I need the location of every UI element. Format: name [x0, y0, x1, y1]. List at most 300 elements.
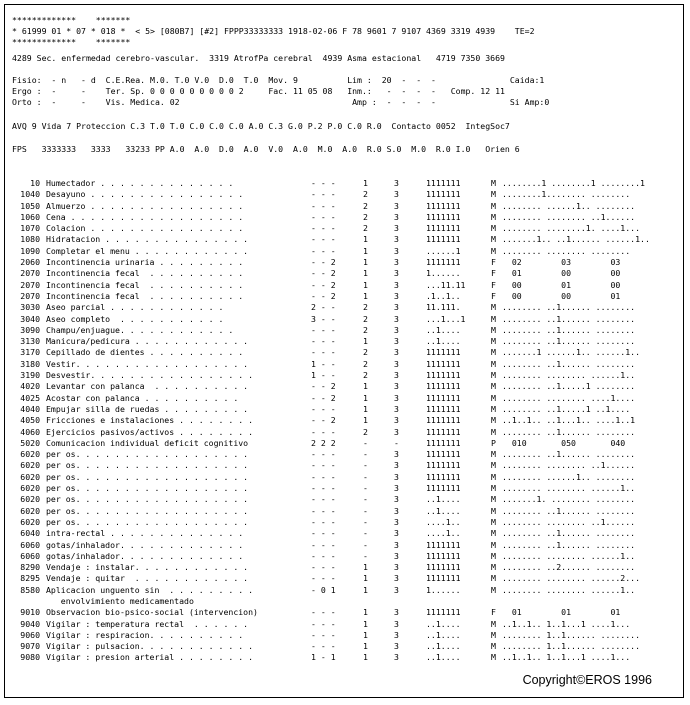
row-schedule: 010 050 040 — [502, 437, 626, 448]
row-schedule: ........ ..1.....1 ..1.... — [502, 403, 631, 414]
row-code: 4060 — [20, 426, 40, 437]
row-schedule: .......1 ......1.. ......1.. — [502, 347, 641, 358]
row-code: 4050 — [20, 415, 40, 426]
table-row — [10, 517, 676, 528]
row-type: M — [491, 178, 496, 188]
row-type: M — [491, 336, 496, 347]
table-row — [10, 619, 676, 630]
row-value-a: 2 — [363, 313, 368, 324]
row-flags: - - - — [311, 223, 336, 234]
row-weekday-bits: 1111111 — [426, 550, 461, 561]
row-flags: - - - — [311, 189, 336, 200]
row-value-a: 1 — [363, 652, 368, 663]
row-flags: - - - — [311, 449, 336, 460]
row-schedule: ........ ........ ......1.. — [502, 550, 636, 561]
row-value-b: 3 — [394, 234, 399, 245]
table-row — [10, 607, 676, 618]
document-frame — [4, 4, 684, 698]
row-description: per os. . . . . . . . . . . . . . . . . . — [46, 471, 249, 482]
row-value-b: 3 — [394, 290, 399, 301]
row-code: 1060 — [20, 211, 40, 222]
table-row — [10, 449, 676, 460]
row-value-b: 3 — [394, 505, 399, 516]
row-schedule: ........ ..1...... ........ — [502, 449, 636, 460]
row-flags: - - 2 — [311, 279, 336, 290]
table-row — [10, 562, 676, 573]
row-value-a: 1 — [363, 641, 368, 652]
row-description: per os. . . . . . . . . . . . . . . . . . — [46, 494, 249, 505]
row-value-a: 1 — [363, 268, 368, 279]
row-code: 6020 — [20, 505, 40, 516]
row-type: M — [491, 539, 496, 550]
row-schedule: ..1..1.. 1..1...1 ....1... — [502, 652, 631, 663]
row-schedule: ........1 ........1 ........1 — [502, 178, 645, 188]
row-code: 6020 — [20, 483, 40, 494]
row-value-b: 3 — [394, 426, 399, 437]
row-weekday-bits: 1...... — [426, 268, 461, 279]
row-value-a: 1 — [363, 584, 368, 595]
row-description: Levantar con palanca . . . . . . . . . . — [46, 381, 249, 392]
row-value-a: 1 — [363, 290, 368, 301]
table-row — [10, 280, 676, 291]
row-weekday-bits: .1..1.. — [426, 290, 461, 301]
row-value-a: 1 — [363, 234, 368, 245]
avq-line: AVQ 9 Vida 7 Proteccion C.3 T.0 T.0 C.0 C.0 C.0 A.0 C.3 G.0 P.2 P.0 C.0 R.0 Contacto 0052 IntegSoc7 — [12, 121, 510, 131]
row-weekday-bits: ....1.. — [426, 528, 461, 539]
row-value-a: - — [363, 483, 368, 494]
row-schedule: ........ ......1.. ........ — [502, 471, 636, 482]
row-description: Manicura/pedicura . . . . . . . . . . . . — [46, 336, 249, 347]
row-value-b: 3 — [394, 370, 399, 381]
row-schedule: .......1. ........ ........ — [502, 494, 636, 505]
row-description: Ejercicios pasivos/activos . . . . . . . . — [46, 426, 254, 437]
row-value-a: 1 — [363, 336, 368, 347]
row-value-a: 1 — [363, 245, 368, 256]
row-weekday-bits: ..1.... — [426, 494, 461, 505]
row-type: M — [491, 460, 496, 471]
row-weekday-bits: ..1.... — [426, 505, 461, 516]
row-schedule: ........ ........ ..1...... — [502, 460, 636, 471]
row-flags: - - - — [311, 200, 336, 211]
row-weekday-bits: 1...... — [426, 584, 461, 595]
row-weekday-bits: 1111111 — [426, 381, 461, 392]
row-flags: - - - — [311, 336, 336, 347]
row-type: M — [491, 381, 496, 392]
fps-line: FPS 3333333 3333 33233 PP A.0 A.0 D.0 A.0 V.0 A.0 M.0 A.0 R.0 S.0 M.0 R.0 I.0 Orien 6 — [12, 144, 520, 154]
table-row — [10, 573, 676, 584]
row-weekday-bits: 1111111 — [426, 189, 461, 200]
row-value-b: 3 — [394, 200, 399, 211]
table-row — [10, 551, 676, 562]
row-value-b: 3 — [394, 641, 399, 652]
row-schedule: ........ ..1...... ........ — [502, 313, 636, 324]
row-code: 2070 — [20, 290, 40, 301]
row-value-b: 3 — [394, 652, 399, 663]
table-row — [10, 540, 676, 551]
row-schedule: ..1..1.. ..1...1.. ....1..1 — [502, 415, 636, 426]
row-value-b: 3 — [394, 347, 399, 358]
row-value-b: 3 — [394, 550, 399, 561]
row-value-a: 2 — [363, 324, 368, 335]
row-weekday-bits: 1111111 — [426, 607, 461, 618]
row-value-b: 3 — [394, 584, 399, 595]
row-schedule: ........ ..1...... ........ — [502, 539, 636, 550]
row-type: M — [491, 234, 496, 245]
row-schedule: ........ ........ ......1.. — [502, 584, 636, 595]
row-value-b: 3 — [394, 268, 399, 279]
row-description: per os. . . . . . . . . . . . . . . . . . — [46, 505, 249, 516]
row-value-b: 3 — [394, 562, 399, 573]
row-schedule: ........ 1..1...... ........ — [502, 629, 641, 640]
row-weekday-bits: ..1.... — [426, 629, 461, 640]
row-weekday-bits: 1111111 — [426, 234, 461, 245]
row-code: 9060 — [20, 629, 40, 640]
row-value-b: 3 — [394, 358, 399, 369]
row-weekday-bits: 1111111 — [426, 562, 461, 573]
row-schedule: 01 01 01 — [502, 607, 621, 618]
row-schedule: ........ 1..1...... ........ — [502, 641, 641, 652]
row-description: Observacion bio-psico-social (intervencion) — [46, 607, 258, 618]
row-value-a: 1 — [363, 618, 368, 629]
row-code: 1040 — [20, 189, 40, 200]
row-flags: - - - — [311, 347, 336, 358]
table-row — [10, 460, 676, 471]
row-description: Cepillado de dientes . . . . . . . . . . — [46, 347, 244, 358]
table-row — [10, 325, 676, 336]
row-code: 6020 — [20, 494, 40, 505]
table-row — [10, 528, 676, 539]
row-flags: - 0 1 — [311, 584, 336, 595]
row-code: 2060 — [20, 257, 40, 268]
row-value-b: 3 — [394, 607, 399, 618]
table-row — [10, 630, 676, 641]
orto-line: Orto : - - Vis. Medica. 02 Amp : - - - - Si Amp:0 — [12, 97, 550, 107]
row-weekday-bits: 1111111 — [426, 415, 461, 426]
row-flags: - - - — [311, 618, 336, 629]
row-flags: - - - — [311, 426, 336, 437]
row-value-a: - — [363, 437, 368, 448]
row-schedule: ........ ........ ........ — [502, 245, 631, 256]
row-weekday-bits: ......1 — [426, 245, 461, 256]
row-type: M — [491, 505, 496, 516]
row-description: Champu/enjuague. . . . . . . . . . . . — [46, 324, 234, 335]
row-value-b: 3 — [394, 178, 399, 188]
table-row — [10, 393, 676, 404]
row-weekday-bits: ..1.... — [426, 324, 461, 335]
row-schedule: ........ ..1...... ........ — [502, 336, 636, 347]
row-type: M — [491, 370, 496, 381]
header-patient-line: * 61999 01 * 07 * 018 * < 5> [080B7] [#2] FPPP33333333 1918-02-06 F 78 9601 7 9107 4369 3319 4939 TE=2 — [12, 26, 535, 36]
row-flags: - - - — [311, 528, 336, 539]
row-value-b: 3 — [394, 403, 399, 414]
row-code: 8580 — [20, 584, 40, 595]
row-code: 2070 — [20, 279, 40, 290]
row-value-b: 3 — [394, 381, 399, 392]
row-flags: - - - — [311, 505, 336, 516]
row-code: 3170 — [20, 347, 40, 358]
table-row — [10, 506, 676, 517]
row-value-a: 1 — [363, 279, 368, 290]
row-description: Comunicacion individual deficit cognitivo — [46, 437, 249, 448]
row-value-a: - — [363, 449, 368, 460]
row-schedule: ........ ........1. ....1... — [502, 223, 641, 234]
row-description: Vendaje : instalar. . . . . . . . . . . . — [46, 562, 249, 573]
row-type: M — [491, 562, 496, 573]
row-type: M — [491, 313, 496, 324]
table-row — [10, 178, 676, 189]
row-flags: - - - — [311, 211, 336, 222]
row-type: F — [491, 290, 496, 301]
row-weekday-bits: 1111111 — [426, 403, 461, 414]
row-description: Incontinencia fecal . . . . . . . . . . — [46, 268, 244, 279]
row-flags: - - 2 — [311, 257, 336, 268]
row-value-b: 3 — [394, 302, 399, 313]
row-type: M — [491, 618, 496, 629]
row-value-b: - — [394, 437, 399, 448]
row-value-a: 1 — [363, 629, 368, 640]
row-code: 2070 — [20, 268, 40, 279]
row-weekday-bits: ...1...1 — [426, 313, 466, 324]
row-code: 6020 — [20, 471, 40, 482]
row-code: 1070 — [20, 223, 40, 234]
row-type: M — [491, 516, 496, 527]
row-flags: - - - — [311, 460, 336, 471]
row-value-b: 3 — [394, 324, 399, 335]
fisio-line: Fisio: - n - d C.E.Rea. M.0. T.0 V.0 D.0 T.0 Mov. 9 Lim : 20 - - - Caida:1 — [12, 75, 545, 85]
row-description: Incontinencia urinaria . . . . . . . . . — [46, 257, 244, 268]
row-code: 3090 — [20, 324, 40, 335]
row-value-a: 2 — [363, 347, 368, 358]
row-code: 6020 — [20, 460, 40, 471]
row-value-a: 1 — [363, 403, 368, 414]
row-value-b: 3 — [394, 257, 399, 268]
row-value-a: 2 — [363, 200, 368, 211]
row-schedule: ........ ..1...... ........ — [502, 302, 636, 313]
row-value-b: 3 — [394, 223, 399, 234]
row-value-a: 1 — [363, 415, 368, 426]
row-value-b: 3 — [394, 211, 399, 222]
row-code: 3130 — [20, 336, 40, 347]
row-description: Incontinencia fecal . . . . . . . . . . — [46, 290, 244, 301]
row-type: M — [491, 415, 496, 426]
row-description: Aplicacion unguento sin . . . . . . . . . — [46, 584, 254, 595]
row-value-a: 1 — [363, 257, 368, 268]
row-type: M — [491, 652, 496, 663]
row-schedule: 02 03 03 — [502, 257, 621, 268]
row-code: 1050 — [20, 200, 40, 211]
row-schedule: ........ ..2...... ........ — [502, 562, 636, 573]
row-flags: - - 2 — [311, 381, 336, 392]
row-description: Colacion . . . . . . . . . . . . . . . . — [46, 223, 244, 234]
row-flags: - - - — [311, 234, 336, 245]
row-type: M — [491, 471, 496, 482]
row-flags: - - - — [311, 403, 336, 414]
row-weekday-bits: ..1.... — [426, 641, 461, 652]
row-type: M — [491, 358, 496, 369]
table-row — [10, 201, 676, 212]
table-row — [10, 189, 676, 200]
row-value-b: 3 — [394, 279, 399, 290]
row-code: 3180 — [20, 358, 40, 369]
row-weekday-bits: 1111111 — [426, 573, 461, 584]
row-description: Fricciones e instalaciones . . . . . . . . — [46, 415, 254, 426]
row-value-b: 3 — [394, 336, 399, 347]
row-description: per os. . . . . . . . . . . . . . . . . . — [46, 449, 249, 460]
row-value-b: 3 — [394, 392, 399, 403]
row-type: M — [491, 449, 496, 460]
row-flags: 2 2 2 — [311, 437, 336, 448]
row-description: Desvestir. . . . . . . . . . . . . . . . . — [46, 370, 254, 381]
row-type: F — [491, 607, 496, 618]
row-code: 3190 — [20, 370, 40, 381]
row-description: Cena . . . . . . . . . . . . . . . . . . — [46, 211, 244, 222]
table-row — [10, 212, 676, 223]
row-type: F — [491, 257, 496, 268]
row-value-a: 2 — [363, 302, 368, 313]
row-description: per os. . . . . . . . . . . . . . . . . . — [46, 483, 249, 494]
row-weekday-bits: ...11.11 — [426, 279, 466, 290]
row-value-a: - — [363, 471, 368, 482]
row-weekday-bits: 1111111 — [426, 347, 461, 358]
row-description: Empujar silla de ruedas . . . . . . . . . — [46, 403, 249, 414]
header-line-3: ************* ******* — [12, 37, 131, 47]
row-value-a: - — [363, 539, 368, 550]
table-row — [10, 257, 676, 268]
row-flags: - - 2 — [311, 290, 336, 301]
row-code: 6020 — [20, 516, 40, 527]
row-description: Almuerzo . . . . . . . . . . . . . . . . — [46, 200, 244, 211]
row-type: M — [491, 629, 496, 640]
row-schedule: ........ ......1.. ........ — [502, 200, 636, 211]
table-row — [10, 438, 676, 449]
row-weekday-bits: 1111111 — [426, 392, 461, 403]
row-flags: - - - — [311, 494, 336, 505]
row-code: 9010 — [20, 607, 40, 618]
row-code: 6060 — [20, 550, 40, 561]
row-weekday-bits: ..1.... — [426, 618, 461, 629]
row-description: Vigilar : temperatura rectal . . . . . . — [46, 618, 249, 629]
row-value-a: 2 — [363, 358, 368, 369]
row-code: 8295 — [20, 573, 40, 584]
row-weekday-bits: 1111111 — [426, 257, 461, 268]
row-description: Desayuno . . . . . . . . . . . . . . . . — [46, 189, 244, 200]
row-description: Completar el menu . . . . . . . . . . . . — [46, 245, 249, 256]
table-row — [10, 404, 676, 415]
row-description: Vigilar : pulsacion. . . . . . . . . . . . — [46, 641, 254, 652]
row-value-a: 1 — [363, 607, 368, 618]
row-flags: 3 - - — [311, 313, 336, 324]
row-type: M — [491, 392, 496, 403]
row-value-a: - — [363, 505, 368, 516]
row-code: 9040 — [20, 618, 40, 629]
row-type: M — [491, 494, 496, 505]
table-row — [10, 370, 676, 381]
row-type: M — [491, 550, 496, 561]
row-value-a: - — [363, 460, 368, 471]
row-flags: 1 - 1 — [311, 652, 336, 663]
row-description: per os. . . . . . . . . . . . . . . . . . — [46, 460, 249, 471]
row-type: M — [491, 584, 496, 595]
row-weekday-bits: ..1.... — [426, 652, 461, 663]
row-value-b: 3 — [394, 460, 399, 471]
row-weekday-bits: 11.111. — [426, 302, 461, 313]
row-code: 5020 — [20, 437, 40, 448]
row-code: 4040 — [20, 403, 40, 414]
row-type: M — [491, 324, 496, 335]
row-value-a: - — [363, 550, 368, 561]
row-type: M — [491, 200, 496, 211]
row-weekday-bits: 1111111 — [426, 178, 461, 188]
row-value-b: 3 — [394, 539, 399, 550]
row-value-a: 1 — [363, 573, 368, 584]
row-type: M — [491, 483, 496, 494]
row-description: intra-rectal . . . . . . . . . . . . . . — [46, 528, 244, 539]
row-schedule: 00 00 01 — [502, 290, 621, 301]
row-weekday-bits: 1111111 — [426, 200, 461, 211]
table-row — [10, 494, 676, 505]
row-value-a: 2 — [363, 426, 368, 437]
ergo-line: Ergo : - - Ter. Sp. 0 0 0 0 0 0 0 0 0 2 Fac. 11 05 08 Inm.: - - - - Comp. 12 11 — [12, 86, 505, 96]
table-row — [10, 652, 676, 663]
row-type: M — [491, 211, 496, 222]
row-flags: - - - — [311, 471, 336, 482]
row-value-b: 3 — [394, 313, 399, 324]
row-value-a: - — [363, 494, 368, 505]
row-description: Vigilar : respiracion. . . . . . . . . . — [46, 629, 244, 640]
row-value-a: 1 — [363, 562, 368, 573]
table-row — [10, 641, 676, 652]
row-flags: - - - — [311, 178, 336, 188]
row-flags: - - 2 — [311, 268, 336, 279]
row-weekday-bits: 1111111 — [426, 539, 461, 550]
row-flags: 2 - - — [311, 302, 336, 313]
row-description: Aseo completo . . . . . . . . . . . — [46, 313, 224, 324]
table-row — [10, 596, 676, 607]
row-type: F — [491, 279, 496, 290]
row-value-b: 3 — [394, 573, 399, 584]
row-value-b: 3 — [394, 516, 399, 527]
row-value-b: 3 — [394, 483, 399, 494]
row-value-a: 2 — [363, 223, 368, 234]
row-type: M — [491, 528, 496, 539]
row-type: M — [491, 245, 496, 256]
row-description: gotas/inhalador. . . . . . . . . . . . . — [46, 539, 244, 550]
row-flags: - - - — [311, 629, 336, 640]
table-row — [10, 268, 676, 279]
row-value-b: 3 — [394, 528, 399, 539]
row-schedule: ........ ..1...... ........ — [502, 426, 636, 437]
table-row — [10, 359, 676, 370]
row-value-b: 3 — [394, 415, 399, 426]
row-description: Vigilar : presion arterial . . . . . . . . — [46, 652, 254, 663]
row-schedule: 00 01 00 — [502, 279, 621, 290]
diagnosis-line: 4289 Sec. enfermedad cerebro-vascular. 3319 AtrofPa cerebral 4939 Asma estacional 4719 7350 3669 — [12, 53, 505, 63]
row-schedule: ........ ..1...... ........ — [502, 528, 636, 539]
row-schedule: ........ ........ ....1.... — [502, 392, 636, 403]
row-code: 1080 — [20, 234, 40, 245]
row-type: M — [491, 223, 496, 234]
header-line-1: ************* ******* — [12, 15, 131, 25]
table-row — [10, 234, 676, 245]
row-description: Vestir. . . . . . . . . . . . . . . . . . — [46, 358, 249, 369]
row-weekday-bits: 1111111 — [426, 211, 461, 222]
row-schedule: ........ ..1...... ........ — [502, 505, 636, 516]
copyright-notice: Copyright©EROS 1996 — [522, 673, 652, 687]
table-row — [10, 483, 676, 494]
row-weekday-bits: 1111111 — [426, 223, 461, 234]
row-code: 10 — [30, 178, 40, 188]
table-row — [10, 585, 676, 596]
